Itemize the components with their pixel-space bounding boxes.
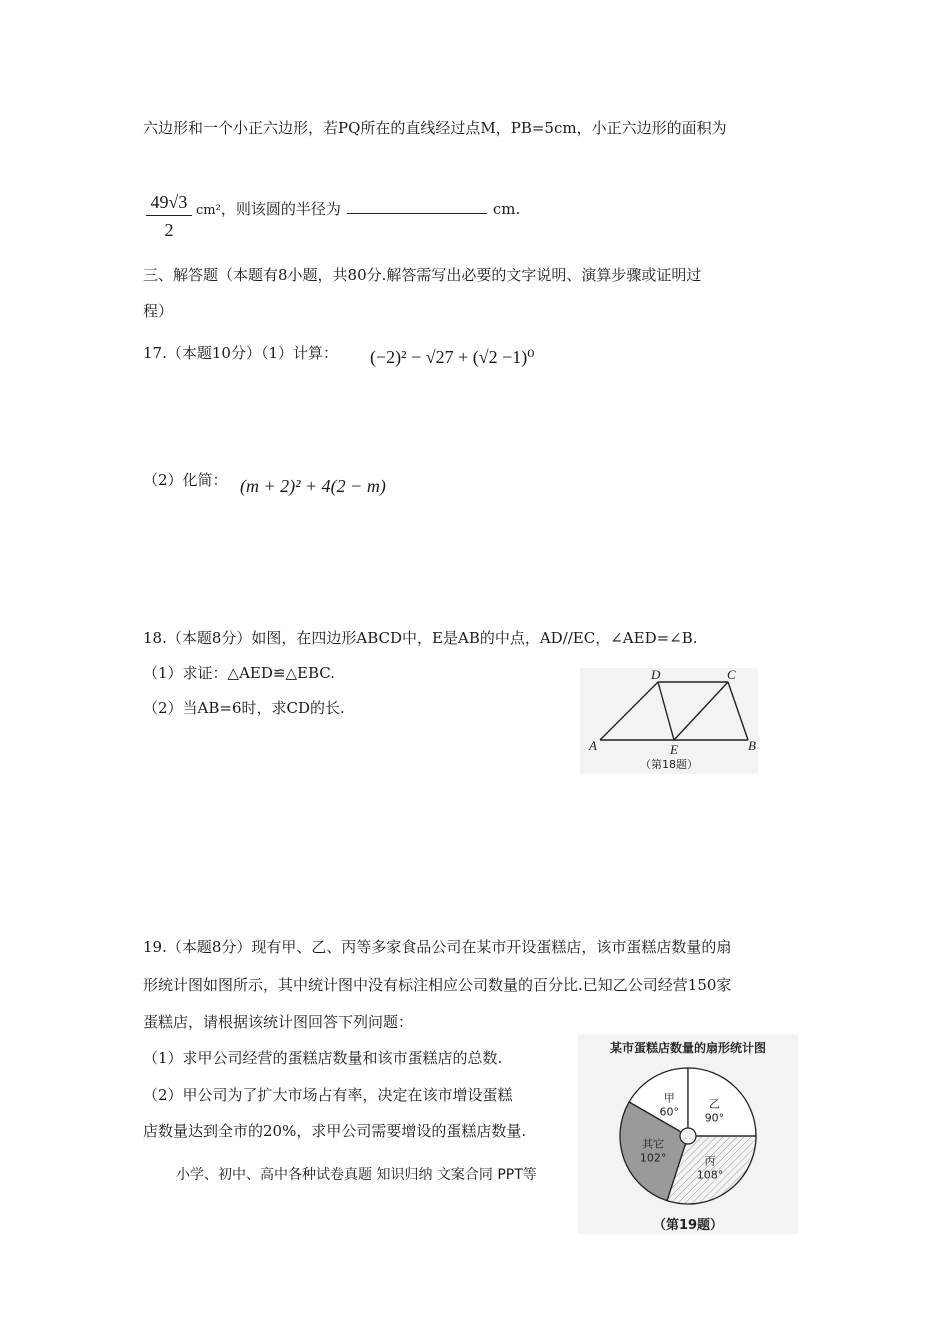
point-label-d: D <box>651 668 661 682</box>
pie-slice-degrees-4: 102° <box>639 1151 667 1165</box>
pie-slice-degrees-3: 108° <box>696 1168 724 1182</box>
q19-part1: （1）求甲公司经营的蛋糕店数量和该市蛋糕店的总数. <box>143 1049 503 1067</box>
pie-title: 某市蛋糕店数量的扇形统计图 <box>609 1041 767 1055</box>
pie-slice-name-4: 其它 <box>642 1137 665 1151</box>
q19-stem-line3: 蛋糕店，请根据该统计图回答下列问题： <box>143 1013 414 1031</box>
q18-figure-caption: （第18题） <box>640 758 698 771</box>
point-label-a: A <box>589 738 597 753</box>
segment-cb <box>728 682 748 740</box>
q18-part2: （2）当AB=6时，求CD的长. <box>143 699 345 717</box>
pie-slice-name-2: 乙 <box>708 1097 720 1111</box>
point-label-b: B <box>748 738 756 753</box>
point-label-c: C <box>727 668 736 682</box>
pie-center-circle <box>680 1128 696 1144</box>
fraction-denominator: 2 <box>164 220 174 240</box>
q18-part1: （1）求证：△AED≌△EBC. <box>143 664 335 682</box>
q17-label: 17.（本题10分）（1）计算： <box>143 344 338 362</box>
point-label-e: E <box>670 742 678 757</box>
answer-blank[interactable] <box>347 199 487 214</box>
segment-de <box>658 682 674 740</box>
q19-stem-line2: 形统计图如图所示，其中统计图中没有标注相应公司数量的百分比.已知乙公司经营150家 <box>143 976 732 994</box>
q18-stem: 18.（本题8分）如图，在四边形ABCD中，E是AB的中点，AD//EC，∠AED=∠B. <box>143 629 698 647</box>
pie-slice-name-1: 甲 <box>663 1091 675 1105</box>
segment-ad <box>600 682 658 740</box>
quadrilateral-diagram <box>580 668 758 774</box>
q19-part2-line1: （2）甲公司为了扩大市场占有率，决定在该市增设蛋糕 <box>143 1086 513 1104</box>
q19-figure-caption: （第19题） <box>652 1218 724 1233</box>
problem16-text-line: 六边形和一个小正六边形，若PQ所在的直线经过点M，PB=5cm，小正六边形的面积为 <box>143 119 727 137</box>
radius-question: ，则该圆的半径为 <box>220 200 341 218</box>
q19-stem-line1: 19.（本题8分）现有甲、乙、丙等多家食品公司在某市开设蛋糕店，该市蛋糕店数量的扇 <box>143 938 732 956</box>
pie-slice-degrees-2: 90° <box>704 1111 725 1125</box>
pie-slice-2 <box>688 1068 756 1136</box>
q17-expression-2: (m + 2)² + 4(2 − m) <box>240 476 386 496</box>
segment-ec <box>674 682 728 740</box>
q17-expression-1: (−2)² − √27 + (√2 −1)⁰ <box>370 347 535 367</box>
pie-chart <box>578 1034 798 1234</box>
fraction-numerator: 49√3 <box>146 192 192 216</box>
q19-part2-line2: 店数量达到全市的20%，求甲公司需要增设的蛋糕店数量. <box>143 1122 527 1140</box>
pie-slice-degrees-1: 60° <box>659 1105 680 1119</box>
area-unit: cm² <box>196 203 221 218</box>
area-answer-line <box>196 199 520 221</box>
section3-heading: 三、解答题（本题有8小题，共80分.解答需写出必要的文字说明、演算步骤或证明过 <box>143 266 702 284</box>
radius-unit: cm. <box>492 200 521 218</box>
q17-part2-label: （2）化简： <box>143 471 228 489</box>
section3-heading-cont: 程） <box>143 302 174 320</box>
q18-figure <box>580 668 758 774</box>
q19-pie-figure <box>578 1034 798 1234</box>
pie-slice-name-3: 丙 <box>704 1154 716 1168</box>
page-footer: 小学、初中、高中各种试卷真题 知识归纳 文案合同 PPT等 <box>176 1167 537 1183</box>
area-fraction <box>146 192 192 241</box>
